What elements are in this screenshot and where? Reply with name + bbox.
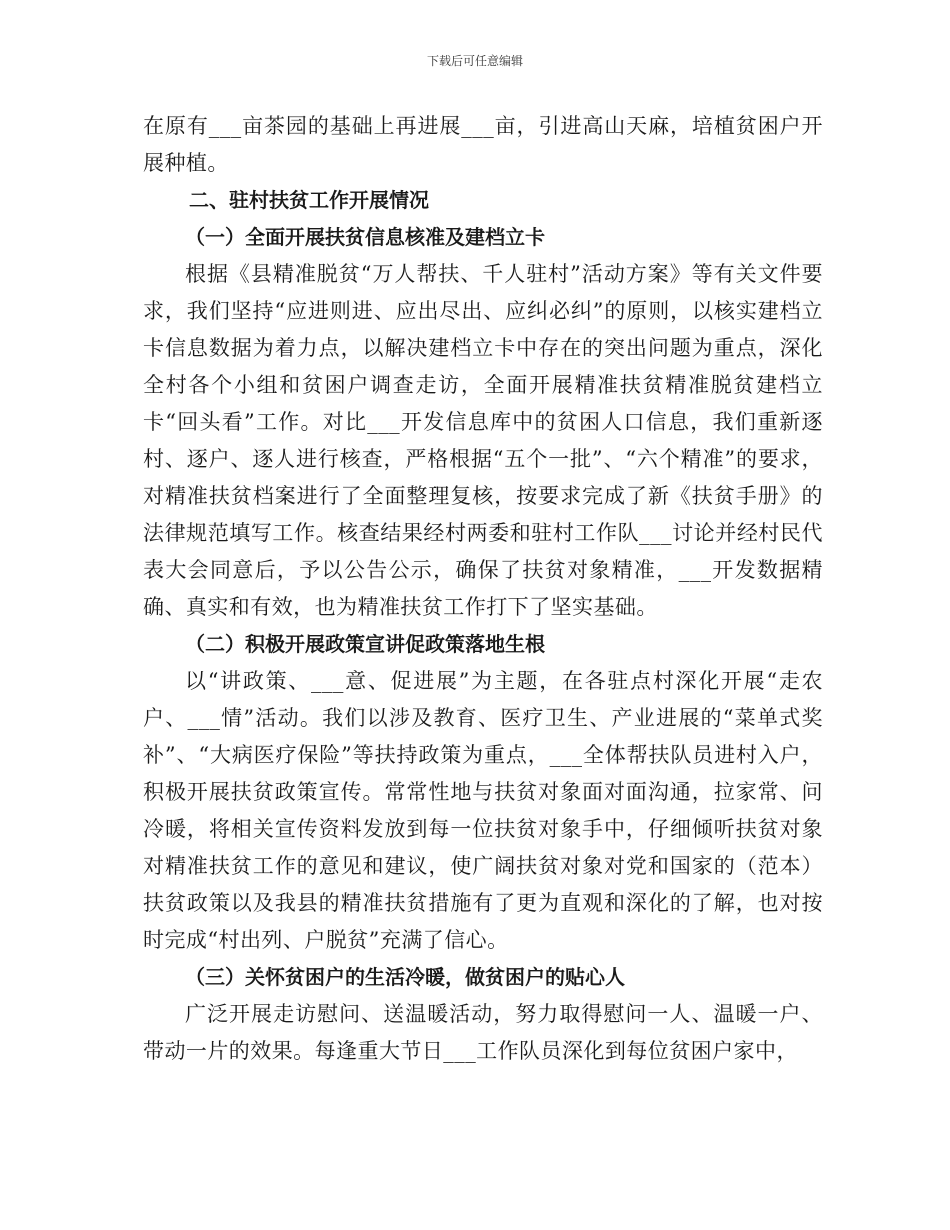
page-header: 下载后可任意编辑 bbox=[426, 54, 523, 68]
subsection-heading: （一）全面开展扶贫信息核准及建档立卡 bbox=[185, 225, 545, 249]
document-body bbox=[143, 108, 823, 1070]
subsection-heading: （三）关怀贫困户的生活冷暖，做贫困户的贴心人 bbox=[185, 965, 625, 989]
paragraph: 以“讲政策、___意、促进展”为主题，在各驻点村深化开展“走农户、___情”活动。我们以涉及教育、医疗卫生、产业进展的“菜单式奖补”、“大病医疗保险”等扶持政策为重点，___全体帮扶队员进村入户，积极开展扶贫政策宣传。常常性地与扶贫对象面对面沟通，拉家常、问冷暖，将相关宣传资料发放到每一位扶贫对象手中，仔细倾听扶贫对象对精准扶贫工作的意见和建议，使广阔扶贫对象对党和国家的（范本）扶贫政策以及我县的精准扶贫措施有了更为直观和深化的了解，也对按时完成“村出列、户脱贫”充满了信心。 bbox=[143, 669, 823, 952]
paragraph: 广泛开展走访慰问、送温暖活动，努力取得慰问一人、温暖一户、带动一片的效果。每逢重大节日___工作队员深化到每位贫困户家中， bbox=[143, 1002, 823, 1063]
section-heading: 二、驻村扶贫工作开展情况 bbox=[189, 188, 429, 212]
subsection-heading: （二）积极开展政策宣讲促政策落地生根 bbox=[185, 632, 545, 656]
paragraph: 在原有___亩茶园的基础上再进展___亩，引进高山天麻，培植贫困户开展种植。 bbox=[143, 114, 823, 175]
paragraph: 根据《县精准脱贫“万人帮扶、千人驻村”活动方案》等有关文件要求，我们坚持“应进则进、应出尽出、应纠必纠”的原则，以核实建档立卡信息数据为着力点，以解决建档立卡中存在的突出问题为重点，深化全村各个小组和贫困户调查走访，全面开展精准扶贫精准脱贫建档立卡“回头看”工作。对比___开发信息库中的贫困人口信息，我们重新逐村、逐户、逐人进行核查，严格根据“五个一批”、“六个精准”的要求，对精准扶贫档案进行了全面整理复核，按要求完成了新《扶贫手册》的法律规范填写工作。核查结果经村两委和驻村工作队___讨论并经村民代表大会同意后，予以公告公示，确保了扶贫对象精准，___开发数据精确、真实和有效，也为精准扶贫工作打下了坚实基础。 bbox=[143, 262, 823, 619]
